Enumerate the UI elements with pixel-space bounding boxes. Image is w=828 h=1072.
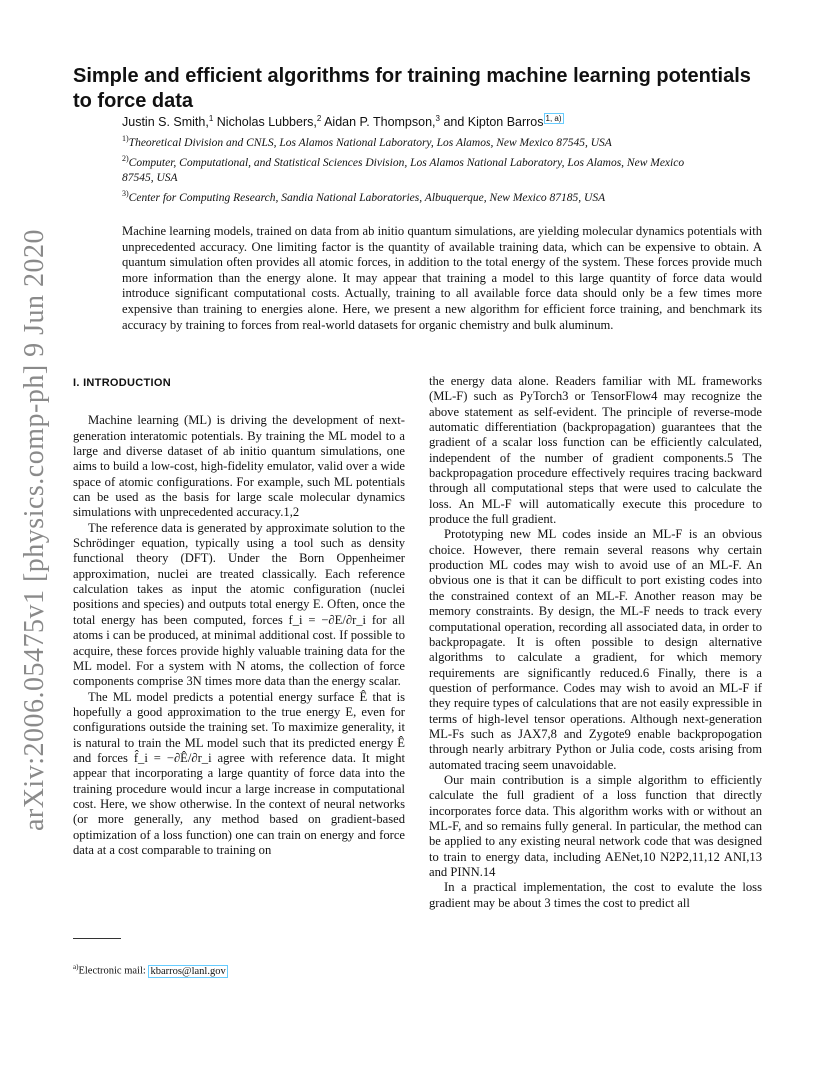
arxiv-stamp-text: arXiv:2006.05475v1 [physics.comp-ph] 9 Jun 2020 [19, 228, 50, 832]
arxiv-identifier-stamp [0, 0, 70, 1072]
body-paragraph: The reference data is generated by approximate solution to the Schrödinger equation, typically using a tool such as density functional theory (DFT). Under the Born Oppenheimer approximation, nuclei are treated classically. Each reference calculation takes as input the atomic configuration (nuclei positions and species) and outputs total energy E. Often, once the total energy has been computed, forces f_i = −∂E/∂r_i for all atoms i can be produced, at minimal additional cost. If possible to acquire, these forces provide highly valuable training data for the ML model. For a system with N atoms, the collection of force components comprise 3N times more data than the energy scalar. [73, 520, 405, 689]
author-affil-mark: 2 [316, 114, 322, 123]
author-name: Nicholas Lubbers, [216, 115, 317, 130]
affiliation [122, 131, 702, 151]
affiliation [122, 151, 702, 186]
author-list [122, 114, 564, 129]
author-affil-mark: 1 [208, 114, 214, 123]
author-name: and Kipton Barros [443, 115, 544, 130]
affiliation-mark: 1) [122, 134, 129, 143]
author-affil-mark: 3 [435, 114, 440, 123]
body-paragraph: The ML model predicts a potential energy surface Ê that is hopefully a good approximation to the true energy E, even for configurations outside the training set. To maximize generality, it is natural to train the ML model such that its predicted energy Ê and forces f̂_i = −∂Ê/∂r_i agree with reference data. It might appear that incorporating a large quantity of force data into the training procedure would incur a large increase in computational cost. Here, we show otherwise. In the context of neural networks (or more generally, any method based on gradient-based optimization of a loss function) one can train on energy and force data at a cost comparable to training on [73, 689, 405, 857]
body-paragraph: Prototyping new ML codes inside an ML-F is an obvious choice. However, there remain several reasons why certain production ML codes may wish to avoid use of an ML-F. An obvious one is that it can be difficult to port existing codes into the constrained context of an ML-F. Another reason may be memory constraints. By design, the ML-F needs to track every computational operation, recording all associated data, in order to backpropagate. It is often possible to design alternative algorithms to calculate a gradient, for which memory requirements are significantly reduced.6 Finally, there is a question of performance. Codes may wish to avoid an ML-F if they require types of calculations that are not easily expressible in terms of high-level tensor operations. Although next-generation ML-Fs such as JAX7,8 and Zygote9 enable backpropogation through nearly arbitrary Python or Julia code, costs arising from automated tracing seem unavoidable. [429, 527, 762, 772]
affiliation-mark: 3) [122, 188, 129, 198]
body-paragraph: Machine learning (ML) is driving the development of next-generation interatomic potentials. By training the ML model to a large and diverse dataset of ab initio quantum simulations, one aims to build a low-cost, high-fidelity emulator, valid over a wide space of atomic configurations. For example, such ML potentials can be used as the basis for large scale molecular dynamics simulations with unprecedented accuracy.1,2 [73, 413, 405, 520]
abstract: Machine learning models, trained on data from ab initio quantum simulations, are yielding molecular dynamics potentials with unprecedented accuracy. One limiting factor is the quantity of available training data, which can be expensive to obtain. A quantum simulation often provides all atomic forces, in addition to the total energy of the system. These forces provide much more information than the energy alone. It may appear that training a model to this large quantity of force data would introduce significant computational costs. Actually, training to all available force data should only be a few times more expensive than training to energies alone. Here, we present a new algorithm for efficient force training, and benchmark its accuracy by training to forces from real-world datasets for organic chemistry and bulk aluminum. [122, 224, 762, 332]
footnote-label: Electronic mail: [78, 965, 149, 977]
footnote [73, 963, 393, 977]
affiliation [122, 186, 702, 206]
corresponding-author-link[interactable]: 1, a) [545, 114, 562, 123]
footnote-rule [73, 938, 121, 939]
body-paragraph: the energy data alone. Readers familiar with ML frameworks (ML-F) such as PyTorch3 or TensorFlow4 may recognize the above statement as self-evident. The principle of reverse-mode automatic differentiation (backpropagation) guarantees that the gradient of a scalar loss function can be efficiently calculated, independent of the number of gradient components.5 The backpropagation procedure effectively requires tracing backward through all computational steps that were used to calculate the loss. An ML-F will automatically execute this procedure to produce the full gradient. [429, 374, 762, 527]
right-column [429, 374, 762, 911]
author-name: Aidan P. Thompson, [324, 115, 436, 130]
section-heading-introduction: I. INTRODUCTION [73, 377, 171, 389]
paper-title: Simple and efficient algorithms for training machine learning potentials to force data [73, 65, 751, 112]
affiliations [122, 131, 702, 205]
affiliation-text: Computer, Computational, and Statistical Sciences Division, Los Alamos National Laboratory, Los Alamos, New Mexico 87545, USA [122, 156, 685, 184]
body-paragraph: In a practical implementation, the cost to evalute the loss gradient may be about 3 times the cost to predict all [429, 880, 762, 910]
author-name: Justin S. Smith, [122, 115, 209, 130]
left-column [73, 374, 405, 858]
body-paragraph: Our main contribution is a simple algorithm to efficiently calculate the full gradient of a loss function that directly incorporates force data. This algorithm works with or without an ML-F, and so remains fully general. In particular, the method can be applied to any existing neural network code that was designed to train to energy data, including AENet,10 N2P2,11,12 ANI,13 and PINN.14 [429, 772, 762, 879]
affiliation-mark: 2) [122, 153, 129, 163]
footnote-mark: a) [73, 963, 79, 971]
affiliation-text: Theoretical Division and CNLS, Los Alamos National Laboratory, Los Alamos, New Mexico 87545, USA [128, 136, 612, 149]
affiliation-text: Center for Computing Research, Sandia National Laboratories, Albuquerque, New Mexico 87185, USA [128, 191, 606, 204]
email-link[interactable]: kbarros@lanl.gov [150, 965, 226, 977]
